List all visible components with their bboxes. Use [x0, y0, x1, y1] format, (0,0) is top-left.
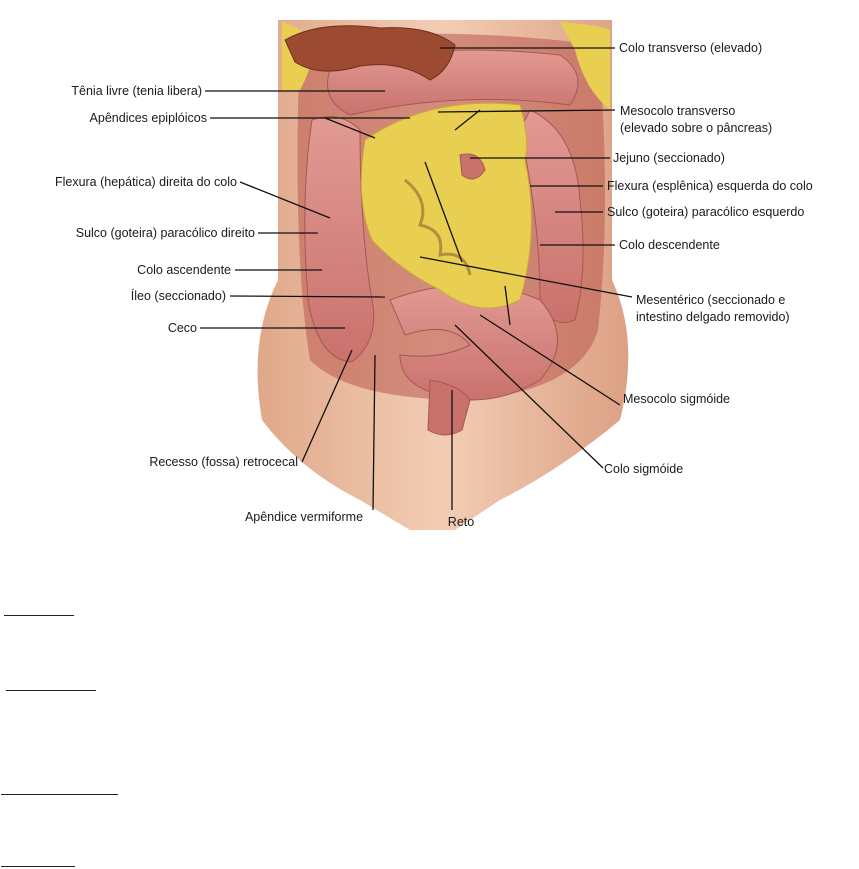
label-sulco-direito: Sulco (goteira) paracólico direito: [75, 226, 255, 240]
label-apendice: Apêndice vermiforme: [244, 510, 364, 524]
label-flexura-esquerda: Flexura (esplênica) esquerda do colo: [607, 179, 813, 193]
label-recesso: Recesso (fossa) retrocecal: [149, 455, 298, 469]
label-sulco-esquerdo: Sulco (goteira) paracólico esquerdo: [607, 205, 805, 219]
blank-line-3: [1, 794, 118, 795]
label-ileo: Íleo (seccionado): [130, 289, 226, 303]
label-colo-descendente: Colo descendente: [619, 238, 720, 252]
label-colo-ascendente: Colo ascendente: [137, 263, 231, 277]
blank-line-2: [6, 690, 96, 691]
label-ceco: Ceco: [167, 321, 197, 335]
label-colo-transverso: Colo transverso (elevado): [619, 41, 763, 55]
label-flexura-direita: Flexura (hepática) direita do colo: [54, 175, 237, 189]
label-mesenterico-2: intestino delgado removido): [636, 310, 790, 324]
label-tenia-livre: Tênia livre (tenia libera): [71, 84, 202, 98]
label-mesocolo-transverso-2: (elevado sobre o pâncreas): [620, 121, 773, 135]
label-jejuno: Jejuno (seccionado): [613, 151, 725, 165]
label-mesocolo-transverso: Mesocolo transverso: [620, 104, 736, 118]
blank-line-1: [4, 615, 74, 616]
label-reto: Reto: [447, 515, 475, 529]
label-mesenterico: Mesentérico (seccionado e: [636, 293, 786, 307]
label-apendices-epiploicos: Apêndices epiplóicos: [89, 111, 207, 125]
label-mesocolo-sigmoide: Mesocolo sigmóide: [623, 392, 730, 406]
label-colo-sigmoide: Colo sigmóide: [604, 462, 684, 476]
blank-line-4: [1, 866, 75, 867]
